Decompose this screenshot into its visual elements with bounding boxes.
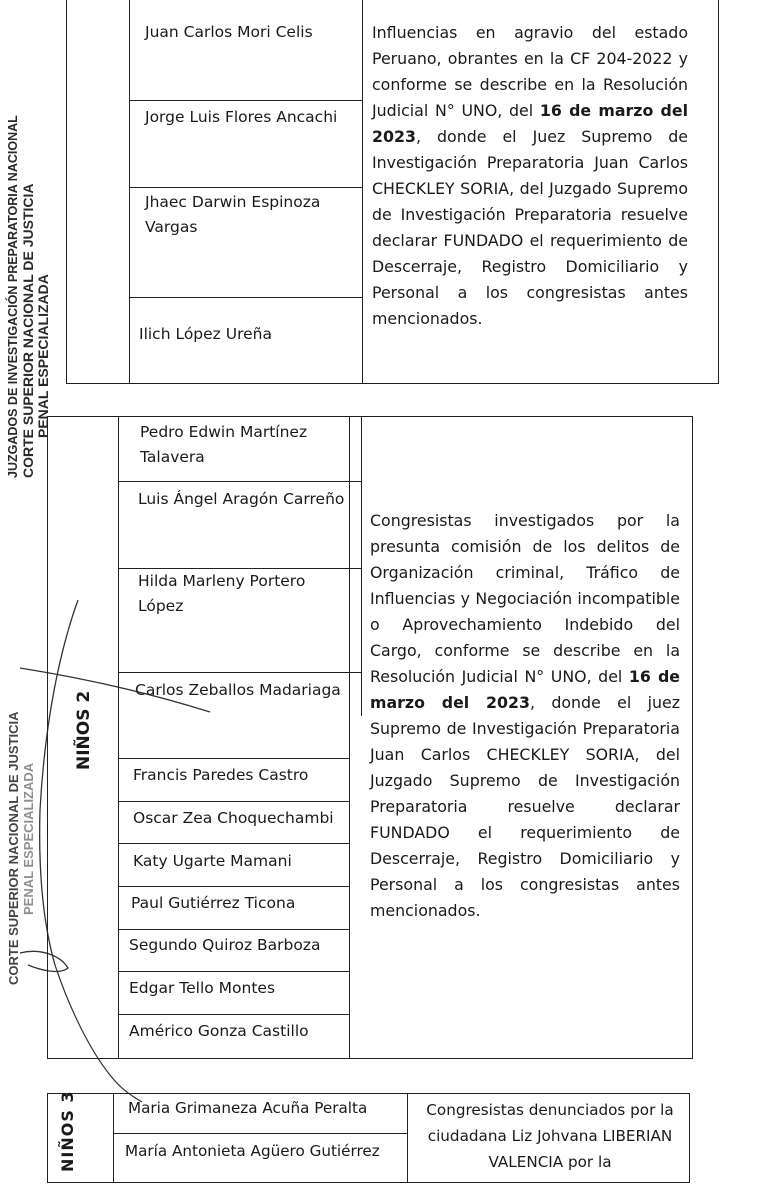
divider <box>129 100 362 101</box>
table-row: Paul Gutiérrez Ticona <box>131 894 296 912</box>
table-row: Ilich López Ureña <box>139 325 272 343</box>
description-1 <box>372 20 688 332</box>
table-row: Katy Ugarte Mamani <box>133 852 292 870</box>
divider <box>118 801 349 802</box>
desc-text: Influencias en agravio del estado Peruano, obrantes en la CF 204-2022 y conforme se describe en la Resolución Judicial N° UNO, del <box>372 23 688 120</box>
stamp-line: CORTE SUPERIOR NACIONAL DE JUSTICIA <box>6 711 21 985</box>
divider <box>118 843 349 844</box>
desc-text: , donde el Juez Supremo de Investigación Preparatoria Juan Carlos CHECKLEY SORIA, del Juzgado Supremo de Investigación Preparatoria resuelve declarar FUNDADO el requerimiento de Descerraje, Registro Domiciliario y Personal a los congresistas antes mencionados. <box>372 127 688 328</box>
table-row: Maria Grimaneza Acuña Peralta <box>128 1099 368 1117</box>
desc-date: 16 de marzo del 2023 <box>370 667 680 712</box>
description-3: Congresistas denunciados por la ciudadana Liz Johvana LIBERIAN VALENCIA por la <box>426 1101 674 1171</box>
stamp-line: CORTE SUPERIOR NACIONAL DE JUSTICIA <box>20 183 36 478</box>
table-row: Jorge Luis Flores Ancachi <box>145 108 338 126</box>
table-row: Luis Ángel Aragón Carreño <box>138 490 345 508</box>
desc-date: 16 de marzo del 2023 <box>372 101 688 146</box>
divider <box>349 416 350 1059</box>
divider <box>113 1133 407 1134</box>
group-label-ninos-2: NIÑOS 2 <box>74 690 94 770</box>
divider <box>118 929 349 930</box>
table-row: Jhaec Darwin Espinoza Vargas <box>145 193 321 236</box>
table-row: Edgar Tello Montes <box>129 979 276 997</box>
desc-text: Congresistas investigados por la presunta comisión de los delitos de Organización criminal, Tráfico de Influencias y Negociación incompatible o Aprovechamiento Indebido del Cargo, conforme se describe en la Resolución Judicial N° UNO, del <box>370 511 680 686</box>
table-row: Carlos Zeballos Madariaga <box>135 681 341 699</box>
table-row: Oscar Zea Choquechambi <box>133 809 334 827</box>
divider <box>118 971 349 972</box>
divider <box>129 297 362 298</box>
divider <box>362 0 363 384</box>
desc-text: , donde el juez Supremo de Investigación Preparatoria Juan Carlos CHECKLEY SORIA, del Juzgado Supremo de Investigación Preparatoria resuelve declarar FUNDADO el requerimiento de Descerraje, Registro Domiciliario y Personal a los congresistas antes mencionados. <box>370 693 681 920</box>
table-row: Francis Paredes Castro <box>133 766 309 784</box>
divider <box>118 672 361 673</box>
divider <box>407 1093 408 1183</box>
table-row: Pedro Edwin Martínez Talavera <box>140 423 308 466</box>
table-row: Américo Gonza Castillo <box>129 1022 309 1040</box>
table-row: Segundo Quiroz Barboza <box>129 936 321 954</box>
stamp-line: PENAL ESPECIALIZADA <box>35 274 51 438</box>
group-label-ninos-3: NIÑOS 3 <box>58 1090 77 1172</box>
divider <box>129 187 362 188</box>
divider <box>129 0 130 384</box>
divider <box>113 1093 114 1183</box>
stamp-line: PENAL ESPECIALIZADA <box>21 762 36 915</box>
divider <box>361 416 362 716</box>
divider <box>118 481 361 482</box>
stamp-line: JUZGADOS DE INVESTIGACIÓN PREPARATORIA NACIONAL <box>6 115 20 478</box>
table-row: Juan Carlos Mori Celis <box>145 23 313 41</box>
table-row: Hilda Marleny Portero López <box>138 572 306 615</box>
divider <box>118 758 349 759</box>
divider <box>118 416 119 1059</box>
divider <box>118 886 349 887</box>
table-row: María Antonieta Agüero Gutiérrez <box>125 1142 380 1160</box>
description-2 <box>370 508 680 924</box>
divider <box>118 1014 349 1015</box>
